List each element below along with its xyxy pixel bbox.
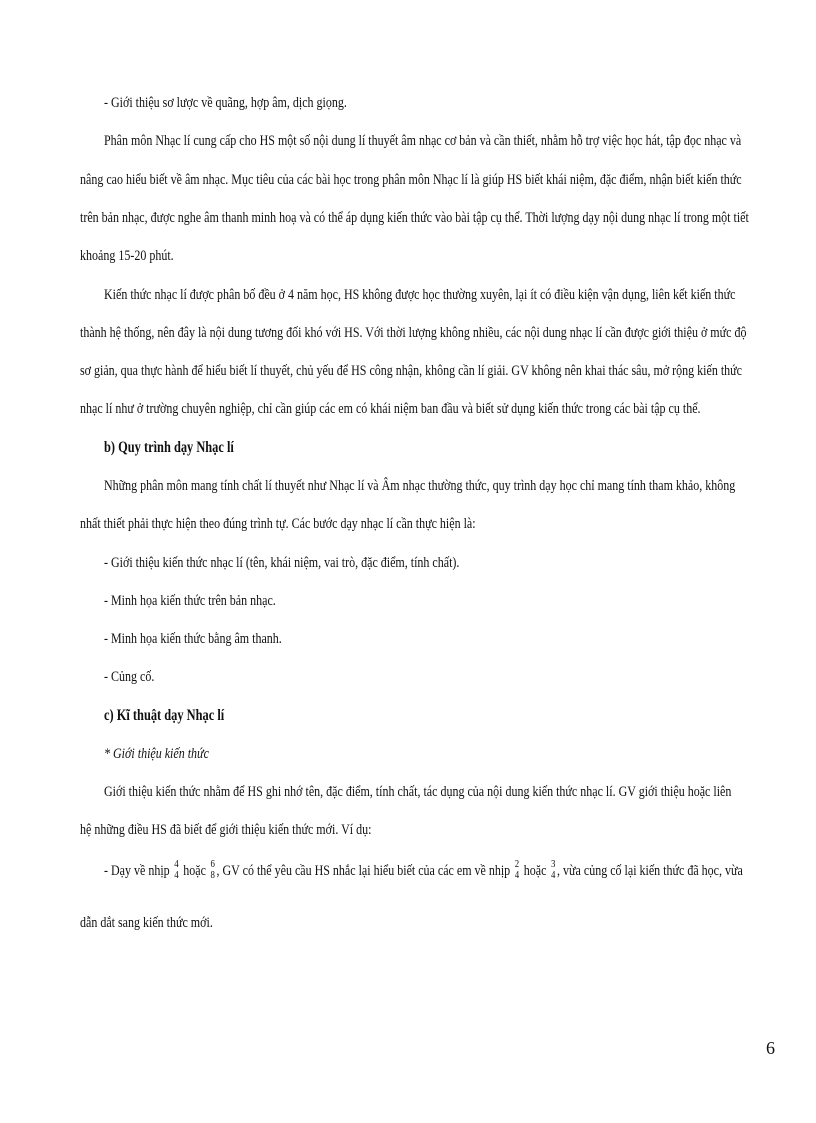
subheading: * Giới thiệu kiến thức <box>104 746 209 762</box>
paragraph-line: Những phân môn mang tính chất lí thuyết như Nhạc lí và Âm nhạc thường thức, quy trình dạy học chỉ mang tính tham khảo, không <box>104 478 736 494</box>
paragraph-line: nâng cao hiểu biết về âm nhạc. Mục tiêu của các bài học trong phân môn Nhạc lí là giúp HS biết khái niệm, đặc điểm, nhận biết kiến thức <box>80 172 742 188</box>
fraction-denominator: 4 <box>551 868 556 881</box>
paragraph-line: - Giới thiệu sơ lược về quãng, hợp âm, dịch giọng. <box>104 95 347 111</box>
fraction-numerator: 3 <box>551 857 556 870</box>
fraction-denominator: 8 <box>210 868 215 881</box>
section-heading-c: c) Kĩ thuật dạy Nhạc lí <box>104 707 225 724</box>
list-item: - Củng cố. <box>104 669 155 685</box>
paragraph-line: nhạc lí như ở trường chuyên nghiệp, chỉ cần giúp các em có khái niệm ban đầu và biết sử dụng kiến thức trong các bài tập cụ thể. <box>80 401 701 417</box>
section-heading-b: b) Quy trình dạy Nhạc lí <box>104 439 234 456</box>
paragraph-line: Giới thiệu kiến thức nhằm để HS ghi nhớ tên, đặc điểm, tính chất, tác dụng của nội dung kiến thức nhạc lí. GV giới thiệu hoặc liên <box>104 784 732 800</box>
time-signature-fraction <box>515 859 519 881</box>
list-item: - Giới thiệu kiến thức nhạc lí (tên, khái niệm, vai trò, đặc điểm, tính chất). <box>104 555 460 571</box>
page-number: 6 <box>766 1038 775 1058</box>
list-item: - Minh họa kiến thức bằng âm thanh. <box>104 631 282 647</box>
paragraph-line: nhất thiết phải thực hiện theo đúng trình tự. Các bước dạy nhạc lí cần thực hiện là: <box>80 516 476 532</box>
time-signature-fraction <box>174 859 178 881</box>
fraction-denominator: 4 <box>174 868 179 881</box>
paragraph-line: hệ những điều HS đã biết để giới thiệu kiến thức mới. Ví dụ: <box>80 822 372 838</box>
fraction-numerator: 6 <box>210 857 215 870</box>
fraction-numerator: 2 <box>514 857 520 870</box>
example-text: hoặc <box>520 863 550 879</box>
example-text: , GV có thể yêu cầu HS nhắc lại hiểu biết của các em về nhịp <box>216 863 514 879</box>
paragraph-line: dẫn dắt sang kiến thức mới. <box>80 915 213 931</box>
fraction-denominator: 4 <box>514 868 520 881</box>
time-signature-fraction <box>211 859 215 881</box>
example-line <box>104 856 743 886</box>
time-signature-fraction <box>551 859 555 881</box>
example-text: , vừa củng cố lại kiến thức đã học, vừa <box>557 863 743 879</box>
fraction-numerator: 4 <box>174 857 179 870</box>
paragraph-line: Kiến thức nhạc lí được phân bố đều ở 4 năm học, HS không được học thường xuyên, lại ít có điều kiện vận dụng, liên kết kiến thức <box>104 287 736 303</box>
paragraph-line: thành hệ thống, nên đây là nội dung tương đối khó với HS. Với thời lượng không nhiều, các nội dung nhạc lí cần được giới thiệu ở mức độ <box>80 325 747 341</box>
paragraph-line: khoảng 15-20 phút. <box>80 248 174 264</box>
paragraph-line: trên bản nhạc, được nghe âm thanh minh hoạ và có thể áp dụng kiến thức vào bài tập cụ thể. Thời lượng dạy nội dung nhạc lí trong một tiết <box>80 210 749 226</box>
paragraph-line: sơ giản, qua thực hành để hiểu biết lí thuyết, chủ yếu để HS công nhận, không cần lí giải. GV không nên khai thác sâu, mở rộng kiến thức <box>80 363 743 379</box>
example-text: hoặc <box>180 863 209 879</box>
example-text: - Dạy về nhịp <box>104 863 173 879</box>
paragraph-line: Phân môn Nhạc lí cung cấp cho HS một số nội dung lí thuyết âm nhạc cơ bản và cần thiết, nhằm hỗ trợ việc học hát, tập đọc nhạc và <box>104 133 742 149</box>
list-item: - Minh họa kiến thức trên bản nhạc. <box>104 593 276 609</box>
